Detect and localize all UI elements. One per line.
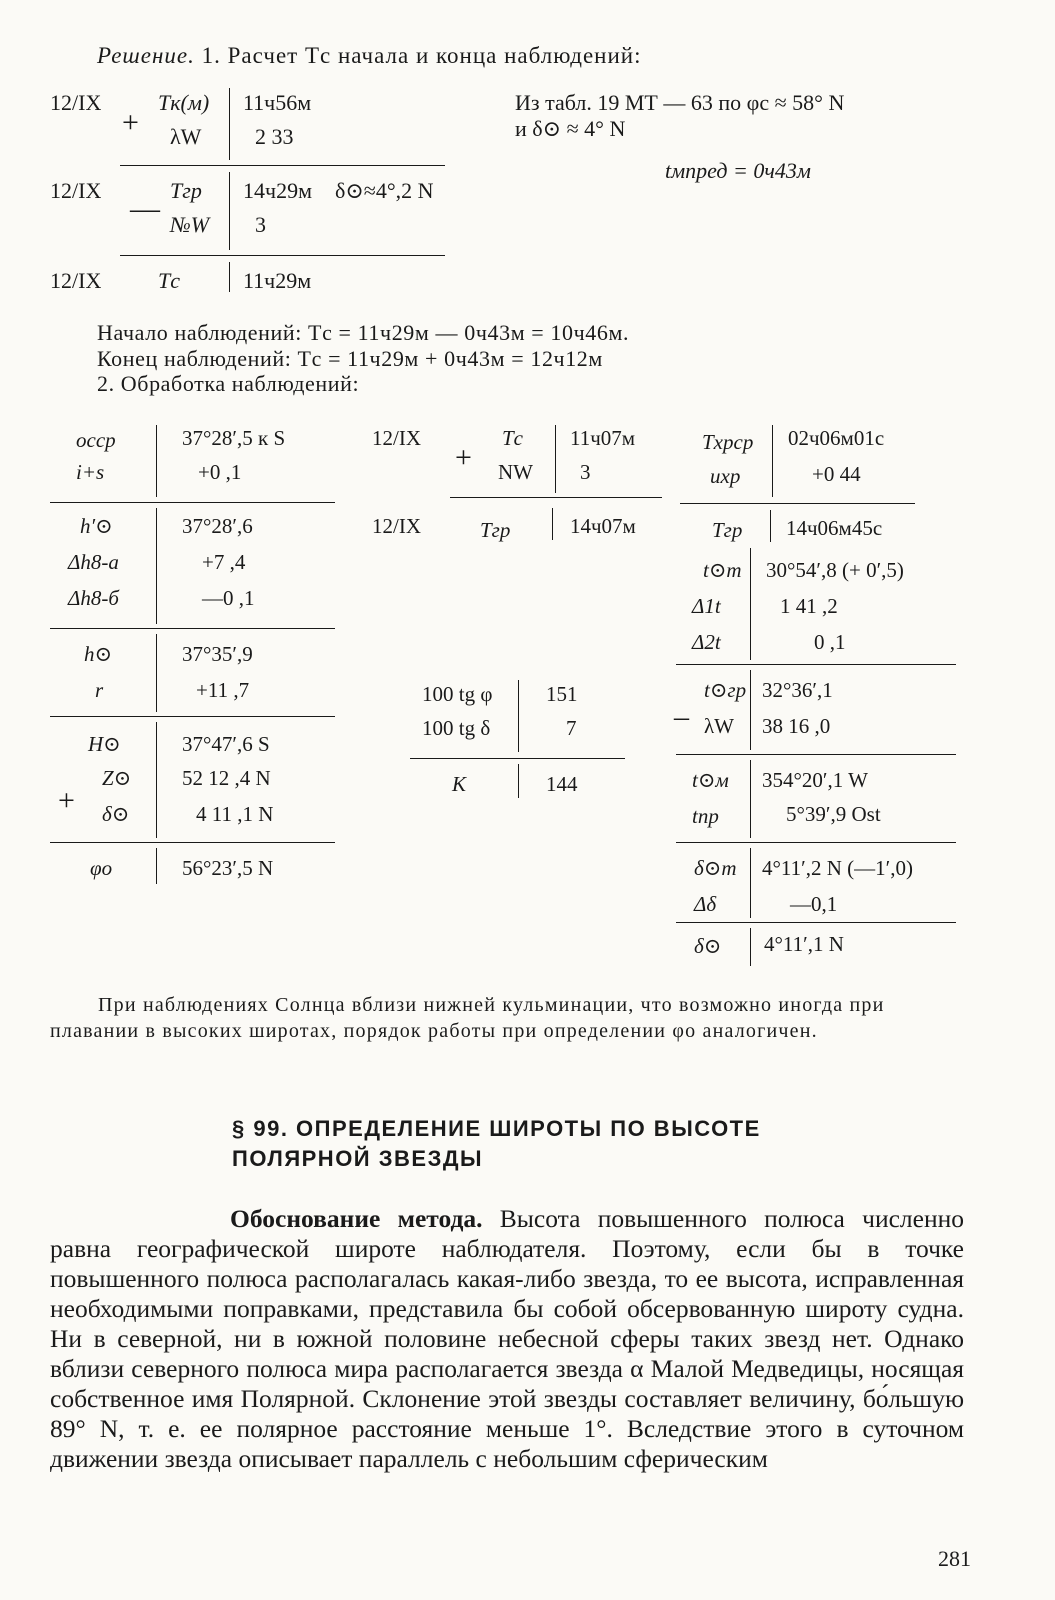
- method-body: Высота повышенного полюса численно равна географической широте наблюдателя. Поэтому, если бы в точке повышенного полюса располагалась какая-либо звезда, то ее высота, исправленная необходимыми поправками, представила бы собой обсервованную широту судна. Ни в северной, ни в южной половине небесной сферы таких звезд нет. Однако вблизи северного полюса мира располагается звезда α Малой Медведицы, носящая собственное имя Полярной. Склонение этой звезды составляет величину, бо́льшую 89° N, т. е. ее полярное расстояние меньше 1°. Вследствие этого в суточном движении звезда описывает параллель с небольшим сферическим: [50, 1204, 965, 1473]
- solution-step1: 1. Расчет Tс начала и конца наблюдений:: [201, 43, 642, 68]
- rule: [229, 172, 230, 250]
- table-c-label: δ⊙т: [694, 856, 737, 880]
- table-a-value: +0 ,1: [198, 460, 242, 484]
- start-observation-line: Начало наблюдений: Tс = 11ч29м — 0ч43м = 10ч46м.: [97, 320, 630, 345]
- table-c-value: 5°39′,9 Ost: [786, 802, 881, 826]
- table-c-label: Δ1t: [692, 594, 721, 618]
- rule: [229, 262, 230, 292]
- calc-tc-label: Tс: [158, 268, 180, 293]
- calc-nw-label: №W: [170, 212, 210, 237]
- calc-tk-value: 11ч56м: [243, 90, 312, 115]
- table-c-value: 0 ,1: [814, 630, 846, 654]
- rule: [518, 764, 519, 798]
- table-a-value: 37°28′,6: [182, 514, 253, 538]
- k-table-label: K: [452, 772, 467, 796]
- table-c-label: tпр: [692, 804, 719, 828]
- section-title-line1: § 99. ОПРЕДЕЛЕНИЕ ШИРОТЫ ПО ВЫСОТЕ: [232, 1116, 761, 1141]
- calc-date-2: 12/IX: [50, 178, 102, 203]
- rule: [680, 503, 915, 504]
- rule: [229, 88, 230, 160]
- rule: [770, 510, 771, 542]
- rule: [518, 680, 519, 752]
- method-lead: Обоснование метода.: [230, 1204, 483, 1233]
- rule: [750, 548, 751, 660]
- section-title-line2: ПОЛЯРНОЙ ЗВЕЗДЫ: [232, 1146, 484, 1171]
- calc-tk-label: Tк(м): [158, 90, 210, 115]
- rule: [552, 508, 553, 540]
- table-ref-line1: Из табл. 19 МТ — 63 по φс ≈ 58° N: [515, 90, 845, 115]
- table-a-label: h⊙: [84, 642, 113, 666]
- rule: [50, 842, 335, 843]
- solution-label: Решение.: [97, 43, 195, 68]
- table-b-tc-value: 11ч07м: [570, 426, 636, 450]
- table-c-value: 30°54′,8 (+ 0′,5): [766, 558, 904, 582]
- calc-date-3: 12/IX: [50, 268, 102, 293]
- table-ref-line2: и δ⊙ ≈ 4° N: [515, 116, 626, 141]
- rule: [50, 716, 335, 717]
- calc-lw-value: 2 33: [255, 124, 294, 149]
- calc-tc-value: 11ч29м: [243, 268, 312, 293]
- table-c-label: uхр: [710, 464, 741, 488]
- rule: [750, 670, 751, 750]
- minus-sign: _: [674, 690, 689, 723]
- table-b-date-2: 12/IX: [372, 514, 421, 538]
- table-c-value: 4°11′,1 N: [764, 932, 844, 956]
- table-c-value: 4°11′,2 N (—1′,0): [762, 856, 913, 880]
- table-c-value: 354°20′,1 W: [762, 768, 868, 792]
- table-a-value: 56°23′,5 N: [182, 856, 274, 880]
- step2-heading: 2. Обработка наблюдений:: [97, 371, 360, 396]
- solution-heading: [97, 44, 641, 67]
- table-a-label: δ⊙: [102, 802, 130, 826]
- table-a-label: h′⊙: [80, 514, 113, 538]
- rule: [156, 848, 157, 884]
- table-b-nw-value: 3: [580, 460, 591, 484]
- rule: [772, 425, 773, 497]
- page-number: 281: [938, 1546, 971, 1571]
- table-a-label: Δh8-а: [68, 550, 119, 574]
- rule: [750, 928, 751, 966]
- calc-tgr-label: Tгр: [170, 178, 202, 203]
- table-b-tc-label: Tс: [502, 426, 523, 450]
- rule: [750, 760, 751, 838]
- calc-date-1: 12/IX: [50, 90, 102, 115]
- table-c-value: 14ч06м45с: [786, 516, 883, 540]
- table-b-date-1: 12/IX: [372, 426, 421, 450]
- table-c-value: —0,1: [790, 892, 838, 916]
- table-c-label: t⊙м: [692, 768, 729, 792]
- table-a-label: ocср: [76, 428, 116, 452]
- k-table-value: 151: [546, 682, 578, 706]
- table-a-label: Z⊙: [102, 766, 132, 790]
- table-c-label: λW: [704, 714, 735, 738]
- rule: [750, 848, 751, 918]
- minus-sign: —: [130, 192, 160, 225]
- table-a-label: i+s: [76, 460, 105, 484]
- rule: [676, 842, 956, 843]
- rule: [120, 255, 445, 256]
- table-b-nw-label: NW: [498, 460, 533, 484]
- table-b-tgr-value: 14ч07м: [570, 514, 636, 538]
- table-c-label: t⊙т: [703, 558, 742, 582]
- rule: [120, 165, 445, 166]
- table-b-tgr-label: Tгр: [480, 518, 511, 542]
- table-a-label: φо: [90, 856, 113, 880]
- k-table-value: 7: [566, 716, 577, 740]
- table-a-value: 52 12 ,4 N: [182, 766, 271, 790]
- rule: [676, 664, 956, 665]
- table-c-label: Tхрср: [702, 430, 754, 454]
- rule: [156, 634, 157, 712]
- table-a-value: 4 11 ,1 N: [196, 802, 274, 826]
- table-a-label: Δh8-б: [68, 586, 119, 610]
- culmination-note: При наблюдениях Солнца вблизи нижней кульминации, что возможно иногда при плавании в высоких широтах, порядок работы при определении φо аналогичен.: [50, 994, 885, 1042]
- rule: [156, 425, 157, 497]
- rule: [156, 508, 157, 624]
- rule: [156, 722, 157, 838]
- table-a-value: +7 ,4: [202, 550, 246, 574]
- table-c-label: t⊙гр: [704, 678, 747, 702]
- table-a-value: +11 ,7: [196, 678, 250, 702]
- table-a-label: r: [95, 678, 104, 702]
- rule: [50, 502, 335, 503]
- table-a-label: H⊙: [88, 732, 121, 756]
- plus-sign: +: [58, 784, 75, 817]
- end-observation-line: Конец наблюдений: Tс = 11ч29м + 0ч43м = 12ч12м: [97, 346, 603, 371]
- rule: [410, 758, 625, 759]
- table-c-value: +0 44: [812, 462, 861, 486]
- table-c-value: 32°36′,1: [762, 678, 833, 702]
- table-c-value: 02ч06м01с: [788, 426, 885, 450]
- t-pred-value: tмпред = 0ч43м: [665, 158, 811, 183]
- k-table-label: 100 tg φ: [422, 682, 493, 706]
- plus-sign: +: [122, 106, 139, 139]
- table-c-label: Δ2t: [692, 630, 721, 654]
- table-c-value: 1 41 ,2: [780, 594, 838, 618]
- table-a-value: 37°47′,6 S: [182, 732, 270, 756]
- calc-decl-note: δ⊙≈4°,2 N: [335, 178, 434, 203]
- calc-nw-value: 3: [255, 212, 266, 237]
- rule: [450, 497, 662, 498]
- method-paragraph: [50, 1204, 964, 1474]
- plus-sign: +: [455, 441, 472, 474]
- table-a-value: —0 ,1: [202, 586, 255, 610]
- rule: [555, 425, 556, 493]
- table-c-label: δ⊙: [694, 934, 722, 958]
- rule: [50, 628, 335, 629]
- calc-lw-label: λW: [170, 124, 202, 149]
- table-c-value: 38 16 ,0: [762, 714, 831, 738]
- k-table-label: 100 tg δ: [422, 716, 491, 740]
- rule: [676, 754, 956, 755]
- table-a-value: 37°35′,9: [182, 642, 253, 666]
- table-a-value: 37°28′,5 к S: [182, 426, 286, 450]
- k-table-value: 144: [546, 772, 578, 796]
- rule: [676, 922, 956, 923]
- table-c-label: Δδ: [694, 892, 717, 916]
- calc-tgr-value: 14ч29м: [243, 178, 312, 203]
- table-c-label: Tгр: [712, 518, 743, 542]
